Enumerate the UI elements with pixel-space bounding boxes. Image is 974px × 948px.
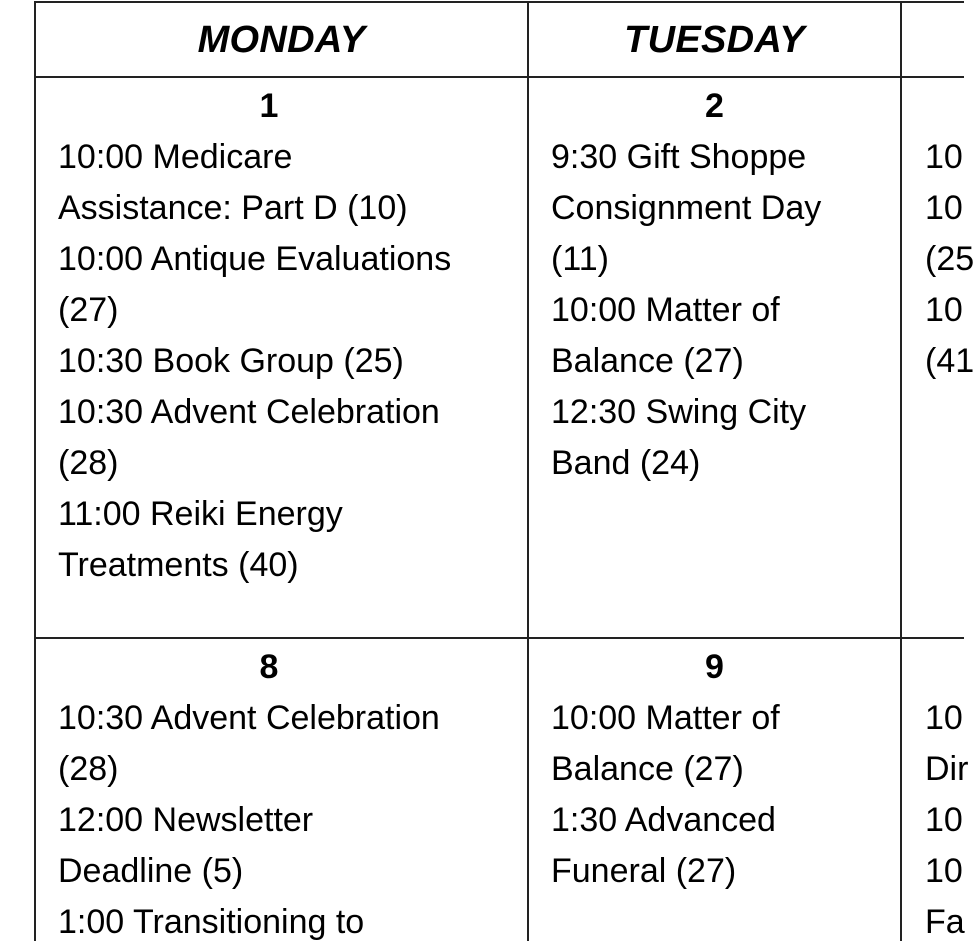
day-cell-9	[551, 642, 897, 941]
header-monday: MONDAY	[197, 18, 366, 61]
day-number	[925, 81, 964, 132]
event-line: 1:00 Transitioning to	[58, 903, 365, 941]
event-line: (28)	[58, 444, 119, 482]
event-line: Dir	[925, 750, 969, 788]
header-tuesday: TUESDAY	[624, 18, 805, 61]
event-line: Balance (27)	[551, 342, 744, 380]
event-line: 10:00 Matter of	[551, 291, 780, 329]
event-line: 12:30 Swing City	[551, 393, 807, 431]
event-line: Deadline (5)	[58, 852, 244, 890]
day-cell-1	[58, 81, 524, 633]
day-number: 2	[705, 87, 724, 125]
event-line: Consignment Day	[551, 189, 822, 227]
event-line: (25	[925, 240, 974, 278]
grid-line-col1	[527, 1, 529, 941]
event-line: Assistance: Part D (10)	[58, 189, 408, 227]
event-line: 10:30 Advent Celebration	[58, 393, 440, 431]
day-cell-10-partial	[925, 642, 969, 941]
event-line: 10:00 Matter of	[551, 699, 780, 737]
event-line: 10:30 Advent Celebration	[58, 699, 440, 737]
day-number: 8	[259, 648, 279, 686]
day-number	[925, 642, 964, 693]
day-cell-3-partial	[925, 81, 974, 633]
event-line: 12:00 Newsletter	[58, 801, 314, 839]
event-line: 10:00 Antique Evaluations	[58, 240, 452, 278]
day-cell-2	[551, 81, 897, 633]
event-line: (27)	[58, 291, 119, 329]
day-cell-8	[58, 642, 524, 941]
event-line: 10	[925, 699, 963, 737]
event-line: 10	[925, 801, 963, 839]
event-line: Treatments (40)	[58, 546, 299, 584]
event-line: 10	[925, 138, 963, 176]
grid-line-left	[34, 1, 36, 941]
event-line: (28)	[58, 750, 119, 788]
event-line: Balance (27)	[551, 750, 744, 788]
event-line: (11)	[551, 240, 609, 278]
header-wednesday	[902, 3, 964, 77]
event-line: 1:30 Advanced	[551, 801, 776, 839]
grid-line-col2	[900, 1, 902, 941]
event-line: 10	[925, 291, 963, 329]
event-line: Fa	[925, 903, 965, 941]
event-line: Band (24)	[551, 444, 701, 482]
grid-line-week-divider	[34, 637, 964, 639]
event-line: 10	[925, 852, 963, 890]
event-line: 11:00 Reiki Energy	[58, 495, 343, 533]
event-line: 10:00 Medicare	[58, 138, 293, 176]
event-line: (41	[925, 342, 974, 380]
day-number: 9	[705, 648, 724, 686]
event-line: 9:30 Gift Shoppe	[551, 138, 807, 176]
day-number: 1	[259, 87, 279, 125]
event-line: Funeral (27)	[551, 852, 737, 890]
event-line: 10	[925, 189, 963, 227]
event-line: 10:30 Book Group (25)	[58, 342, 404, 380]
